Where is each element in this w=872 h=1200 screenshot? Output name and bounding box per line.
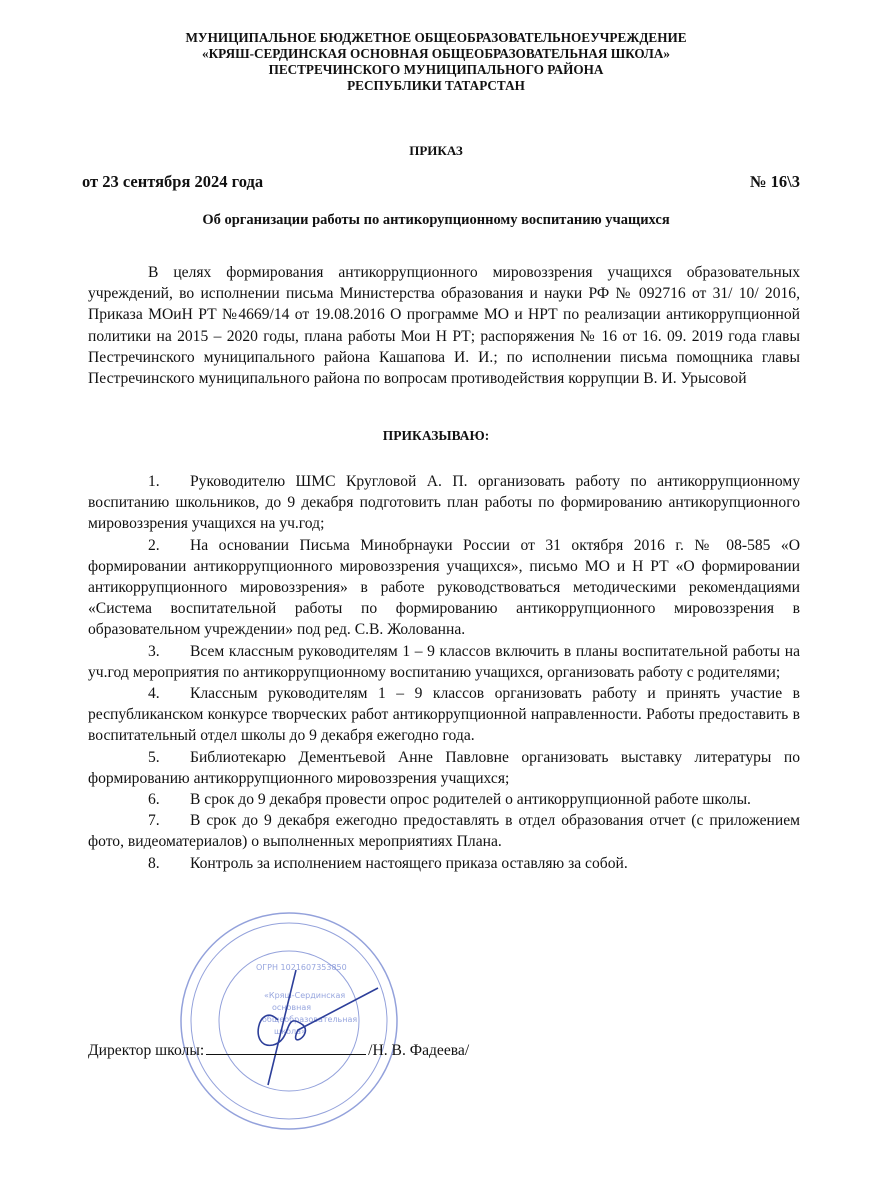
header-line: РЕСПУБЛИКИ ТАТАРСТАН	[347, 78, 525, 93]
order-item	[88, 641, 800, 683]
school-header	[0, 30, 872, 94]
item-text: Классным руководителям 1 – 9 классов организовать работу и принять участие в республиканском конкурсе творческих работ антикоррупционной направленности. Работы предоставить в воспитательный отдел школы до 9 декабря ежегодно года.	[88, 685, 800, 745]
order-title: Об организации работы по антикорупционному воспитанию учащихся	[202, 212, 670, 228]
order-item	[88, 789, 800, 810]
item-text: Руководителю ШМС Кругловой А. П. организовать работу по антикоррупционному воспитанию школьников, до 9 декабря подготовить план работы по формированию антикорупционного мировоззрения учащихся на уч.год;	[88, 473, 800, 533]
order-items	[88, 471, 800, 874]
item-number: 3.	[148, 642, 160, 660]
order-heading: ПРИКАЗЫВАЮ:	[382, 428, 490, 443]
preamble: В целях формирования антикоррупционного мировоззрения учащихся образовательных учреждений, во исполнении письма Министерства образования и науки РФ № 092716 от 31/ 10/ 2016, Приказа МОиН РТ №4669/14 от 19.08.2016 О программе МО и НРТ по реализации антикоррупционной политики на 2015 – 2020 годы, плана работы Мои Н РТ; распоряжения № 16 от 16. 09. 2019 года главы Пестречинского муниципального района Кашапова И. И.; по исполнении письма помощника главы Пестречинского муниципального района по вопросам противодействия коррупции В. И. Урысовой	[88, 264, 800, 388]
item-text: Контроль за исполнением настоящего приказа оставляю за собой.	[190, 854, 628, 872]
item-number: 4.	[148, 685, 160, 703]
item-text: В срок до 9 декабря провести опрос родителей о антикоррупционной работе школы.	[190, 791, 751, 809]
svg-text:«Кряш-Сердинская: «Кряш-Сердинская	[264, 991, 346, 1000]
order-item	[88, 853, 800, 874]
signatory-name: /Н. В. Фадеева/	[368, 1042, 470, 1059]
item-text: В срок до 9 декабря ежегодно предоставлять в отдел образования отчет (с приложением фото, видеоматериалов) о выполненных мероприятиях Плана.	[88, 812, 800, 851]
order-item	[88, 535, 800, 641]
header-line: ПЕСТРЕЧИНСКОГО МУНИЦИПАЛЬНОГО РАЙОНА	[268, 62, 604, 77]
signatory-role: Директор школы:	[88, 1042, 205, 1059]
item-text: Всем классным руководителям 1 – 9 классов включить в планы воспитательной работы на уч.год мероприятия по антикоррупционному воспитанию учащихся, организовать работу с родителями;	[88, 642, 800, 681]
item-number: 8.	[148, 854, 160, 872]
svg-text:ОГРН 1021607353850: ОГРН 1021607353850	[256, 963, 347, 972]
order-item	[88, 747, 800, 789]
order-number: № 16\3	[749, 172, 800, 191]
header-line: «КРЯШ-СЕРДИНСКАЯ ОСНОВНАЯ ОБЩЕОБРАЗОВАТЕЛЬНАЯ ШКОЛА»	[202, 46, 670, 61]
order-date: от 23 сентября 2024 года	[82, 172, 264, 191]
order-item	[88, 810, 800, 852]
svg-text:основная: основная	[272, 1003, 312, 1012]
document-type: ПРИКАЗ	[409, 143, 463, 158]
svg-text:общеобразовательная: общеобразовательная	[262, 1015, 358, 1024]
order-item	[88, 683, 800, 747]
item-number: 1.	[148, 473, 160, 490]
item-text: Библиотекарю Дементьевой Анне Павловне организовать выставку литературы по формированию антикоррупционного мировоззрения учащихся;	[88, 748, 800, 787]
signature-line	[206, 1040, 366, 1055]
item-number: 2.	[148, 536, 160, 554]
svg-text:школа»: школа»	[274, 1027, 306, 1036]
item-number: 7.	[148, 812, 160, 830]
item-number: 5.	[148, 748, 160, 766]
signature-block	[88, 1040, 469, 1060]
order-item	[88, 471, 800, 535]
header-line: МУНИЦИПАЛЬНОЕ БЮДЖЕТНОЕ ОБЩЕОБРАЗОВАТЕЛЬНОЕУЧРЕЖДЕНИЕ	[185, 30, 687, 45]
official-stamp	[178, 910, 400, 1132]
item-number: 6.	[148, 791, 160, 809]
item-text: На основании Письма Минобрнауки России от 31 октября 2016 г. № 08-585 «О формировании антикоррупционного мировоззрения учащихся», письмо МО и Н РТ «О формировании антикоррупционного мировоззрения» в работе руководствоваться методическими рекомендациями «Система воспитательной работы по формированию антикоррупционного мировоззрения в образовательном учреждении» под ред. С.В. Жолованна.	[88, 536, 800, 639]
